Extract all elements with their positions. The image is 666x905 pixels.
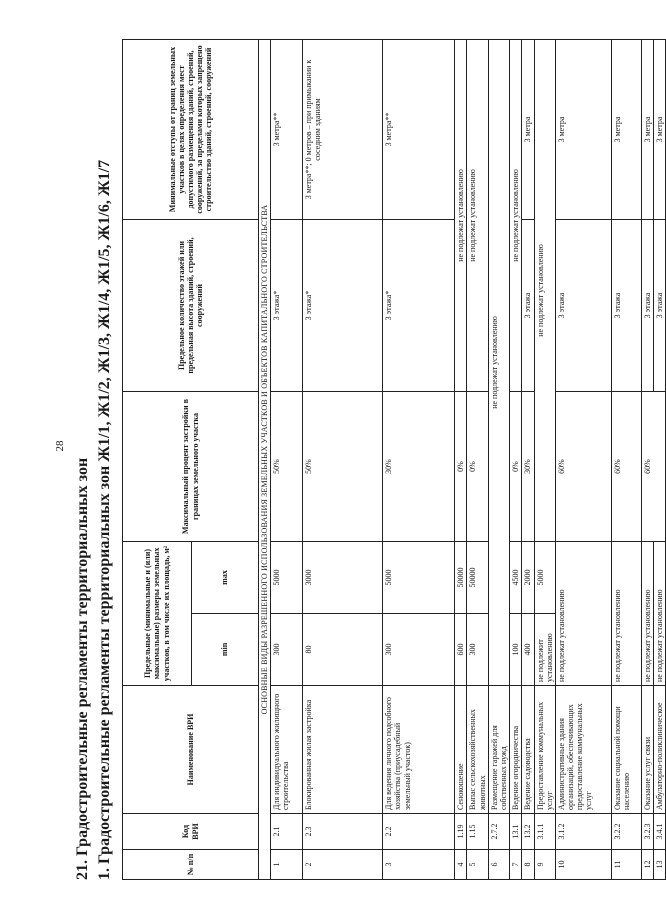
- row-name: Ведение огородничества: [510, 686, 522, 814]
- row-num: 5: [467, 850, 488, 880]
- header-max: max: [192, 542, 259, 614]
- row-percent: 30%: [383, 392, 455, 542]
- row-name: Блокированная жилая застройка: [303, 686, 383, 814]
- row-name: Сенокошение: [455, 686, 467, 814]
- row-setback: 3 метра: [522, 40, 534, 220]
- row-floors: 3 этажа*: [303, 220, 383, 392]
- row-code: 3.4.1: [654, 814, 666, 850]
- row-setback: 3 метра**; 0 метров – при примыкании к соседним зданиям: [303, 40, 383, 220]
- row-size: не подлежат установлению: [654, 542, 666, 686]
- row-code: 2.7.2: [488, 814, 509, 850]
- row-percent: 30%: [522, 392, 534, 542]
- row-name: Оказание социальной помощи населению: [611, 686, 641, 814]
- row-floors: 3 этажа: [641, 220, 653, 392]
- header-percent: Максимальный процент застройки в границах земельного участка: [123, 392, 259, 542]
- row-name: Для ведения личного подсобного хозяйства (приусадебный земельный участок): [383, 686, 455, 814]
- row-setback: 3 метра**: [383, 40, 455, 220]
- section-heading: 21. Градостроительные регламенты территориальных зон: [74, 457, 91, 880]
- row-min: 80: [303, 614, 383, 686]
- row-code: 3.1.1: [534, 814, 555, 850]
- header-size-group: Предельные (минимальные и (или) максимальные) размеры земельных участков, в том числе их площадь, м²: [123, 542, 192, 686]
- row-code: 13.2: [522, 814, 534, 850]
- table-row: [522, 40, 534, 880]
- row-code: 2.1: [271, 814, 303, 850]
- row-max: 5000: [383, 542, 455, 614]
- zones-heading: 1. Градостроительные регламенты территориальных зон Ж1/1, Ж1/2, Ж1/3, Ж1/4, Ж1/5, Ж1/6, Ж1/7: [96, 159, 113, 880]
- row-max: 50000: [455, 542, 467, 614]
- row-floors: 3 этажа: [522, 220, 534, 392]
- row-num: 6: [488, 850, 509, 880]
- row-name: Выпас сельскохозяйственных животных: [467, 686, 488, 814]
- row-setback: 3 метра**: [271, 40, 303, 220]
- header-num: № п/п: [123, 850, 259, 880]
- row-num: 2: [303, 850, 383, 880]
- row-num: 11: [611, 850, 641, 880]
- row-max: 50000: [467, 542, 488, 614]
- row-name: Оказание услуг связи: [641, 686, 653, 814]
- row-num: 13: [654, 850, 666, 880]
- row-setback: 3 метра: [641, 40, 653, 220]
- row-min: 300: [383, 614, 455, 686]
- row-min: не подлежит установлению: [534, 614, 555, 686]
- row-max: 5000: [534, 542, 555, 614]
- row-min: 300: [467, 614, 488, 686]
- row-size: не подлежат установлению: [641, 542, 653, 686]
- row-num: 7: [510, 850, 522, 880]
- table-row: [383, 40, 455, 880]
- table-row: [271, 40, 303, 880]
- regulations-table: [122, 39, 666, 880]
- row-percent: 60%: [641, 392, 665, 542]
- row-max: 3000: [303, 542, 383, 614]
- header-floors: Предельное количество этажей или предельная высота зданий, строений, сооружений: [123, 220, 259, 392]
- row-code: 3.1.2: [555, 814, 611, 850]
- row-name: Административные здания организаций, обеспечивающих предоставление коммунальных услуг: [555, 686, 611, 814]
- row-code: 1.15: [467, 814, 488, 850]
- row-code: 2.2: [383, 814, 455, 850]
- row-floors-setback: не подлежат установлению: [455, 40, 467, 392]
- table-row: [611, 40, 641, 880]
- table-row: [467, 40, 488, 880]
- row-name: Ведение садоводства: [522, 686, 534, 814]
- row-max: 5000: [271, 542, 303, 614]
- row-num: 9: [534, 850, 555, 880]
- row-num: 3: [383, 850, 455, 880]
- row-floors: 3 этажа*: [383, 220, 455, 392]
- row-num: 10: [555, 850, 611, 880]
- row-percent: 0%: [455, 392, 467, 542]
- row-percent: 60%: [611, 392, 641, 542]
- row-name: Размещение гаражей для собственных нужд: [488, 686, 509, 814]
- table-row: [641, 40, 653, 880]
- row-percent: 60%: [555, 392, 611, 542]
- section-row: [259, 40, 271, 880]
- table-row: [488, 40, 509, 880]
- row-floors-setback: не подлежат установлению: [467, 40, 488, 392]
- row-percent: 0%: [510, 392, 522, 542]
- header-code: Код ВРИ: [123, 814, 259, 850]
- table-row: [555, 40, 611, 880]
- row-size: не подлежат установлению: [555, 542, 611, 686]
- row-min: 300: [271, 614, 303, 686]
- row-name: Для индивидуального жилищного строительства: [271, 686, 303, 814]
- row-min: 600: [455, 614, 467, 686]
- row-floors: 3 этажа: [555, 220, 611, 392]
- row-code: 3.2.3: [641, 814, 653, 850]
- row-code: 13.1: [510, 814, 522, 850]
- header-setback: Минимальные отступы от границ земельных участков в целях определения мест допустимого размещения зданий, строений, сооружений, за пределами которых запрещено строительство зданий, строений, сооружений: [123, 40, 259, 220]
- row-floors-setback: не подлежат установлению: [510, 40, 522, 392]
- row-setback: 3 метра: [611, 40, 641, 220]
- row-name: Амбулаторно-поликлиническое: [654, 686, 666, 814]
- header-name: Наименование ВРИ: [123, 686, 259, 814]
- header-min: min: [192, 614, 259, 686]
- row-percent-floors-setback: не подлежат установлению: [534, 40, 555, 542]
- row-name: Предоставление коммунальных услуг: [534, 686, 555, 814]
- row-floors: 3 этажа: [611, 220, 641, 392]
- row-percent: 0%: [467, 392, 488, 542]
- row-percent: 50%: [303, 392, 383, 542]
- rotated-page: [60, 40, 665, 880]
- row-code: 2.3: [303, 814, 383, 850]
- row-percent: 50%: [271, 392, 303, 542]
- row-code: 3.2.2: [611, 814, 641, 850]
- row-num: 1: [271, 850, 303, 880]
- table-row: [510, 40, 522, 880]
- row-min: 100: [510, 614, 522, 686]
- table-row: [534, 40, 555, 880]
- row-setback: 3 метра: [555, 40, 611, 220]
- row-num: 12: [641, 850, 653, 880]
- table-row: [303, 40, 383, 880]
- row-min: 400: [522, 614, 534, 686]
- row-floors: 3 этажа*: [271, 220, 303, 392]
- section-title: ОСНОВНЫЕ ВИДЫ РАЗРЕШЕННОГО ИСПОЛЬЗОВАНИЯ ЗЕМЕЛЬНЫХ УЧАСТКОВ И ОБЪЕКТОВ КАПИТАЛЬНОГО СТРОИТЕЛЬСТВА: [259, 40, 271, 880]
- row-size: не подлежат установлению: [611, 542, 641, 686]
- row-max: 4500: [510, 542, 522, 614]
- row-setback: 3 метра: [654, 40, 666, 220]
- row-code: 1.19: [455, 814, 467, 850]
- row-all-params: не подлежат установлению: [488, 40, 509, 686]
- table-row: [455, 40, 467, 880]
- header-row-1: [123, 40, 192, 880]
- page-number: 28: [54, 440, 66, 452]
- row-max: 2000: [522, 542, 534, 614]
- row-num: 8: [522, 850, 534, 880]
- row-num: 4: [455, 850, 467, 880]
- row-floors: 3 этажа: [654, 220, 666, 392]
